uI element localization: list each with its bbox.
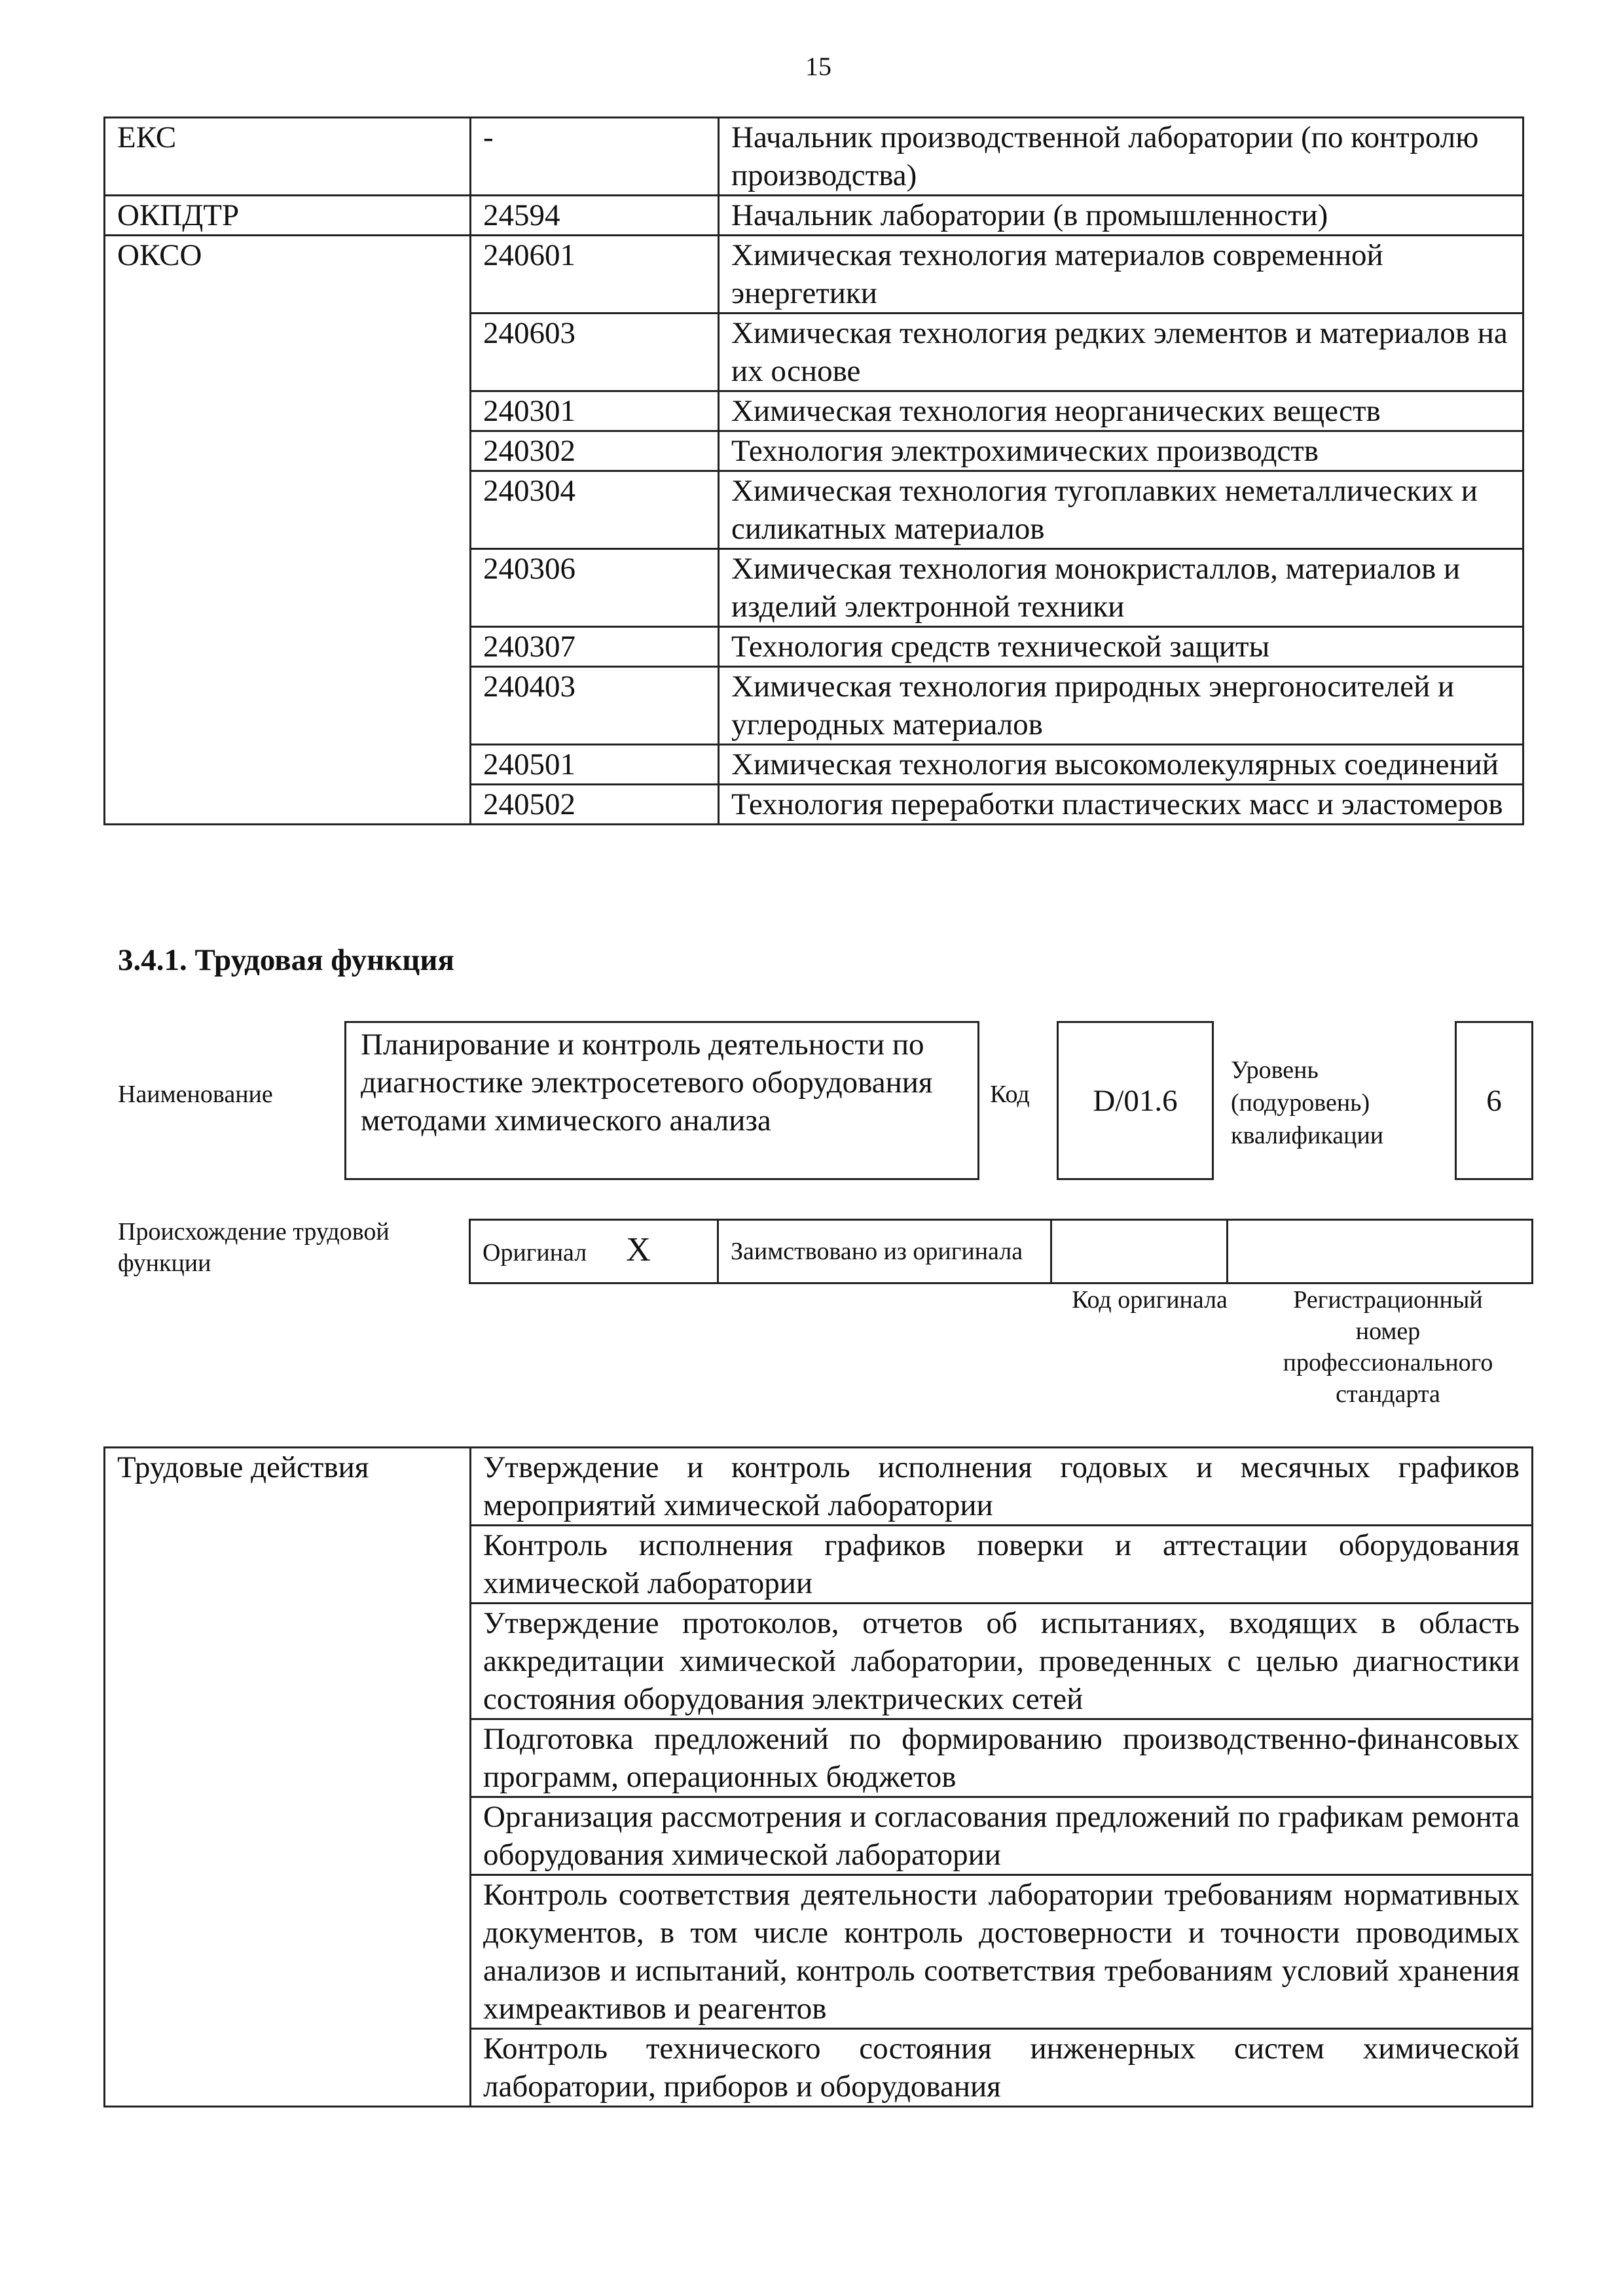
classifier-name: Химическая технология высокомолекулярных соединений <box>719 745 1523 785</box>
actions-heading: Трудовые действия <box>105 1448 471 2107</box>
classifier-code: 240302 <box>471 431 719 471</box>
classifier-code: 24594 <box>471 196 719 236</box>
classifier-name: Химическая технология тугоплавких неметаллических и силикатных материалов <box>719 471 1523 549</box>
classifier-code: 240307 <box>471 627 719 667</box>
classifier-name: Технология электрохимических производств <box>719 431 1523 471</box>
action-item: Контроль технического состояния инженерных систем химической лаборатории, приборов и оборудования <box>471 2029 1533 2107</box>
table-row <box>105 236 1523 314</box>
origin-original-cell <box>470 1220 718 1283</box>
classifier-group: ОКСО <box>105 236 471 825</box>
classifier-name: Начальник лаборатории (в промышленности) <box>719 196 1523 236</box>
classifier-name: Химическая технология монокристаллов, материалов и изделий электронной техники <box>719 549 1523 627</box>
origin-table <box>469 1219 1533 1284</box>
classifier-name: Химическая технология материалов современной энергетики <box>719 236 1523 314</box>
classifier-table <box>103 117 1524 825</box>
qualification-level-label: Уровень (подуровень) квалификации <box>1231 1056 1384 1149</box>
origin-reg-caption: Регистрационный номер профессионального стандарта <box>1283 1286 1493 1408</box>
origin-reg-cell <box>1228 1220 1533 1283</box>
classifier-name: Химическая технология редких элементов и материалов на их основе <box>719 314 1523 391</box>
action-item: Утверждение протоколов, отчетов об испытаниях, входящих в область аккредитации химической лаборатории, проведенных с целью диагностики состояния оборудования электрических сетей <box>471 1604 1533 1719</box>
function-name-label: Наименование <box>118 1081 273 1108</box>
actions-table <box>103 1446 1533 2108</box>
action-item: Контроль соответствия деятельности лаборатории требованиям нормативных документов, в том числе контроль достоверности и точности проводимых анализов и испытаний, контроль соответствия требованиям условий хранения химреактивов и реагентов <box>471 1875 1533 2029</box>
classifier-code: 240403 <box>471 667 719 745</box>
classifier-group: ОКПДТР <box>105 196 471 236</box>
action-item: Контроль исполнения графиков поверки и аттестации оборудования химической лаборатории <box>471 1526 1533 1604</box>
classifier-name: Начальник производственной лаборатории (по контролю производства) <box>719 118 1523 196</box>
table-row <box>105 196 1523 236</box>
action-item: Организация рассмотрения и согласования предложений по графикам ремонта оборудования химической лаборатории <box>471 1797 1533 1875</box>
origin-code-caption: Код оригинала <box>1072 1286 1228 1314</box>
page-number: 15 <box>805 52 831 81</box>
classifier-name: Химическая технология природных энергоносителей и углеродных материалов <box>719 667 1523 745</box>
classifier-code: 240601 <box>471 236 719 314</box>
classifier-code: 240502 <box>471 785 719 825</box>
origin-borrowed-cell: Заимствовано из оригинала <box>718 1220 1051 1283</box>
classifier-name: Технология переработки пластических масс и эластомеров <box>719 785 1523 825</box>
classifier-code: - <box>471 118 719 196</box>
qualification-level-box: 6 <box>1455 1021 1533 1180</box>
action-item: Подготовка предложений по формированию производственно-финансовых программ, операционных бюджетов <box>471 1719 1533 1797</box>
function-name-box: Планирование и контроль деятельности по диагностике электросетевого оборудования методами химического анализа <box>344 1021 979 1180</box>
table-row <box>470 1220 1533 1283</box>
classifier-code: 240301 <box>471 391 719 431</box>
action-item: Утверждение и контроль исполнения годовых и месячных графиков мероприятий химической лаборатории <box>471 1448 1533 1526</box>
function-code-label: Код <box>990 1081 1030 1108</box>
table-row <box>105 118 1523 196</box>
classifier-name: Химическая технология неорганических веществ <box>719 391 1523 431</box>
classifier-code: 240603 <box>471 314 719 391</box>
classifier-code: 240304 <box>471 471 719 549</box>
section-heading: 3.4.1. Трудовая функция <box>118 943 454 977</box>
classifier-code: 240306 <box>471 549 719 627</box>
original-mark: X <box>626 1231 651 1268</box>
classifier-name: Технология средств технической защиты <box>719 627 1523 667</box>
origin-label: Происхождение трудовой функции <box>118 1218 390 1277</box>
table-row <box>105 1448 1533 1526</box>
function-code-box: D/01.6 <box>1057 1021 1214 1180</box>
classifier-code: 240501 <box>471 745 719 785</box>
origin-code-cell <box>1051 1220 1228 1283</box>
original-label: Оригинал <box>483 1239 587 1266</box>
classifier-group: ЕКС <box>105 118 471 196</box>
